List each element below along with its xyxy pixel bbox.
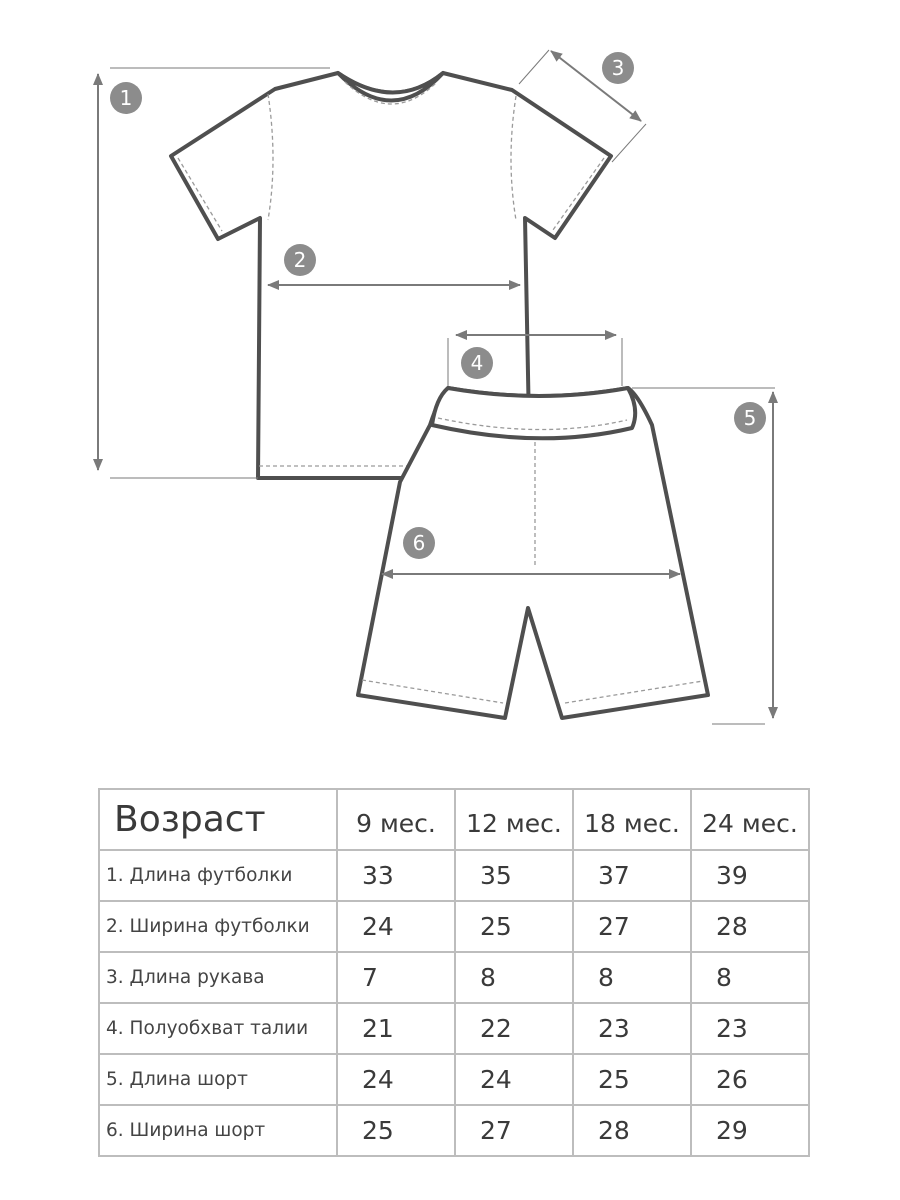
marker-badge-1 — [110, 82, 142, 114]
table-cell: 7 — [337, 952, 455, 1003]
row-label: 3. Длина рукава — [99, 952, 337, 1003]
svg-text:2: 2 — [293, 248, 307, 272]
table-row — [99, 952, 809, 1003]
table-row — [99, 1054, 809, 1105]
table-row — [99, 901, 809, 952]
table-cell: 24 — [455, 1054, 573, 1105]
table-cell: 25 — [573, 1054, 691, 1105]
table-row — [99, 1105, 809, 1156]
table-cell: 23 — [573, 1003, 691, 1054]
age-column-header: 18 мес. — [573, 789, 691, 850]
row-label: 5. Длина шорт — [99, 1054, 337, 1105]
table-cell: 35 — [455, 850, 573, 901]
age-column-header: 24 мес. — [691, 789, 809, 850]
age-header: Возраст — [99, 789, 337, 850]
table-cell: 26 — [691, 1054, 809, 1105]
svg-text:4: 4 — [470, 351, 484, 375]
table-cell: 28 — [573, 1105, 691, 1156]
table-cell: 8 — [455, 952, 573, 1003]
table-cell: 33 — [337, 850, 455, 901]
marker-badge-4 — [461, 347, 493, 379]
table-cell: 37 — [573, 850, 691, 901]
table-cell: 25 — [455, 901, 573, 952]
size-table — [98, 788, 810, 1157]
table-cell: 24 — [337, 901, 455, 952]
table-row — [99, 850, 809, 901]
marker-badge-6 — [403, 527, 435, 559]
table-header-row — [99, 789, 809, 850]
row-label: 2. Ширина футболки — [99, 901, 337, 952]
table-row — [99, 1003, 809, 1054]
table-cell: 25 — [337, 1105, 455, 1156]
table-cell: 27 — [455, 1105, 573, 1156]
row-label: 1. Длина футболки — [99, 850, 337, 901]
svg-text:3: 3 — [611, 56, 625, 80]
table-cell: 21 — [337, 1003, 455, 1054]
svg-text:5: 5 — [743, 406, 757, 430]
row-label: 4. Полуобхват талии — [99, 1003, 337, 1054]
row-label: 6. Ширина шорт — [99, 1105, 337, 1156]
table-cell: 27 — [573, 901, 691, 952]
marker-badge-3 — [602, 52, 634, 84]
table-cell: 8 — [691, 952, 809, 1003]
svg-text:1: 1 — [119, 86, 133, 110]
table-cell: 8 — [573, 952, 691, 1003]
age-column-header: 12 мес. — [455, 789, 573, 850]
table-cell: 22 — [455, 1003, 573, 1054]
marker-badge-2 — [284, 244, 316, 276]
table-cell: 23 — [691, 1003, 809, 1054]
marker-badge-5 — [734, 402, 766, 434]
table-cell: 39 — [691, 850, 809, 901]
table-cell: 29 — [691, 1105, 809, 1156]
table-cell: 28 — [691, 901, 809, 952]
table-cell: 24 — [337, 1054, 455, 1105]
age-column-header: 9 мес. — [337, 789, 455, 850]
svg-text:6: 6 — [412, 531, 426, 555]
